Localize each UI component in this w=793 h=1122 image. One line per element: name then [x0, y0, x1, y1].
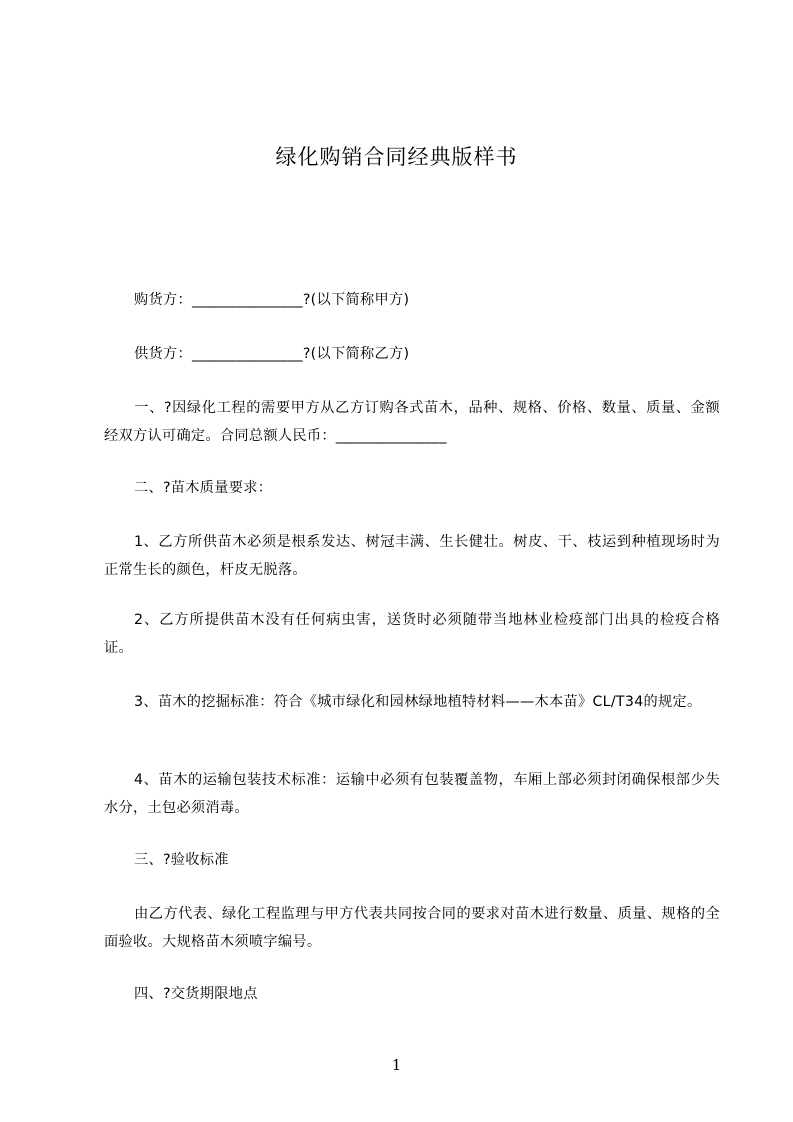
quality-item-3 — [104, 688, 720, 716]
section-4-heading — [104, 980, 720, 1008]
quality-item-4-text: 4、苗木的运输包装技术标准：运输中必须有包装覆盖物，车厢上部必须封闭确保根部少失水分，土包必须消毒。 — [104, 772, 720, 816]
supplier-line — [104, 340, 720, 368]
section-3-heading-text: 三、?验收标准 — [134, 852, 229, 868]
section-2-heading-text: 二、?苗木质量要求： — [134, 480, 273, 496]
supplier-line-text: 供货方：_______________?(以下简称乙方) — [134, 346, 410, 362]
section-3-heading — [104, 846, 720, 874]
buyer-line-text: 购货方：_______________?(以下简称甲方) — [134, 292, 410, 308]
quality-item-1 — [104, 528, 720, 584]
buyer-line — [104, 286, 720, 314]
quality-item-3-text: 3、苗木的挖掘标准：符合《城市绿化和园林绿地植特材料——木本苗》CL/T34的规定。 — [134, 694, 702, 710]
document-title: 绿化购销合同经典版样书 — [275, 145, 518, 169]
section-1-text: 一、?因绿化工程的需要甲方从乙方订购各式苗木，品种、规格、价格、数量、质量、金额经双方认可确定。合同总额人民币：_______________ — [104, 400, 720, 444]
quality-item-1-text: 1、乙方所供苗木必须是根系发达、树冠丰满、生长健壮。树皮、干、枝运到种植现场时为正常生长的颜色，杆皮无脱落。 — [104, 534, 720, 578]
section-2-heading — [104, 474, 720, 502]
quality-item-2 — [104, 606, 720, 662]
section-3-text: 由乙方代表、绿化工程监理与甲方代表共同按合同的要求对苗木进行数量、质量、规格的全面验收。大规格苗木须喷字编号。 — [104, 906, 720, 950]
section-4-heading-text: 四、?交货期限地点 — [134, 986, 258, 1002]
page-number: 1 — [391, 1056, 402, 1074]
quality-item-4 — [104, 766, 720, 822]
quality-item-2-text: 2、乙方所提供苗木没有任何病虫害，送货时必须随带当地林业检疫部门出具的检疫合格证。 — [104, 612, 720, 656]
section-3-paragraph — [104, 900, 720, 956]
section-1-paragraph — [104, 394, 720, 450]
